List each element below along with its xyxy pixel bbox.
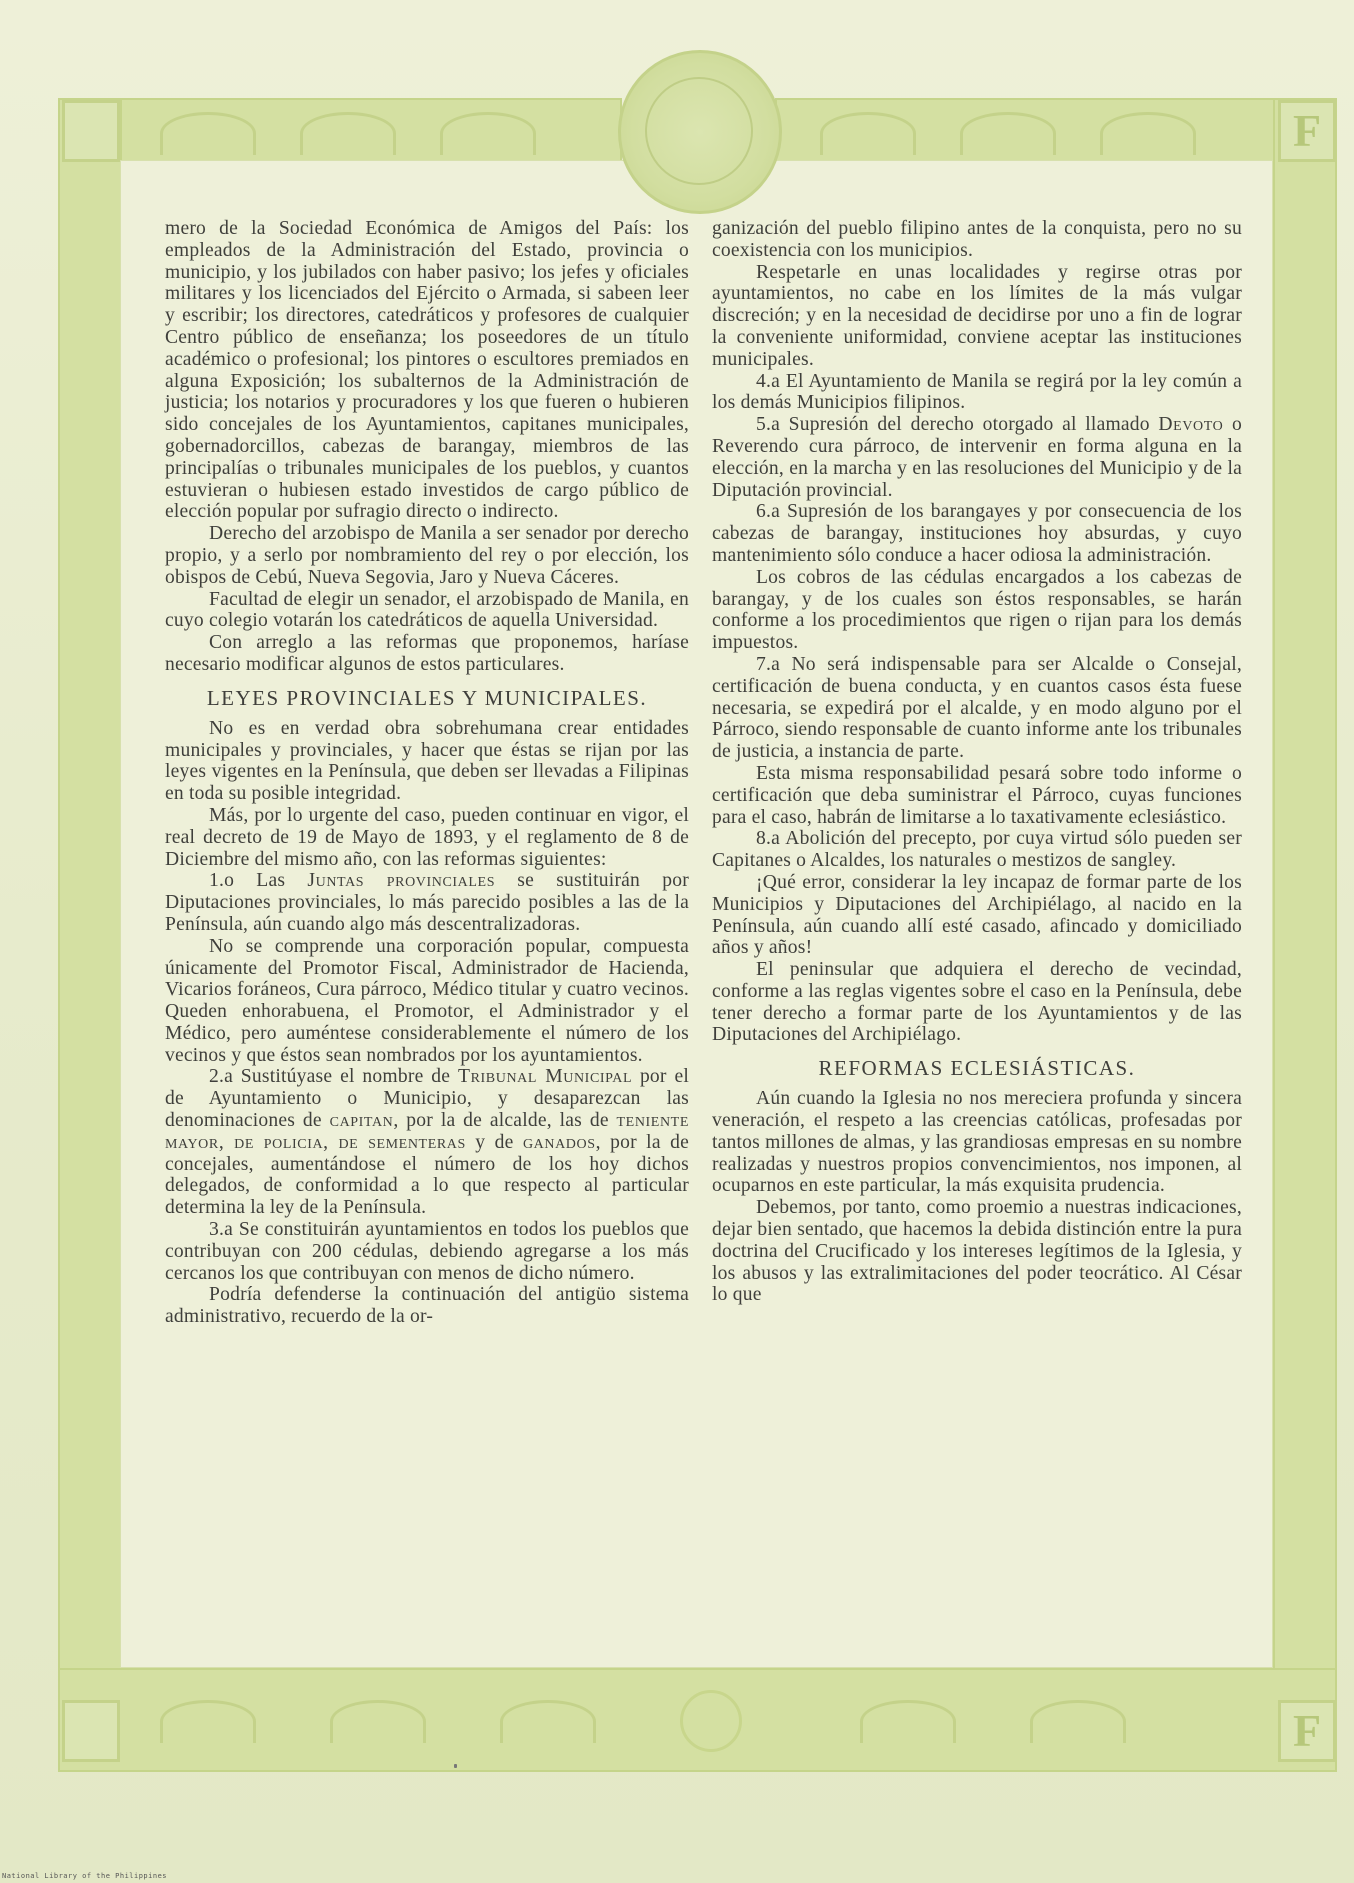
small-caps-term: teniente mayor, de policia, de sementeras [165, 1110, 689, 1153]
paragraph: mero de la Sociedad Económica de Amigos del País: los empleados de la Administración del Estado, provincia o municipio, y los jubilados con haber pasivo; los jefes y oficiales militares y los licenciados del Ejército o Armada, si sabeen leer y escribir; los directores, catedráticos y profesores de cualquier Centro público de enseñanza; los poseedores de un título académico o profesional; los pintores o escultores premiados en alguna Exposición; los subalternos de la Administración de justicia; los notarios y procuradores y los que fueren o hubieren sido concejales de los Ayuntamientos, capitanes municipales, gobernadorcillos, cabezas de barangay, miembros de las principalías o tribunales municipales de los pueblos, y cuantos estuvieran o hubiesen estado investidos de cargo público de elección popular por sufragio directo o indirecto. [165, 218, 689, 523]
text-run: o Reverendo cura párroco, de intervenir en forma alguna en la elección, en la marcha y en las resoluciones del Municipio y de la Diputación provincial. [712, 414, 1242, 501]
paragraph: No es en verdad obra sobrehumana crear entidades municipales y provinciales, y hacer que éstas se rijan por las leyes vigentes en la Península, que deben ser llevadas a Filipinas en toda su posible integridad. [165, 717, 689, 805]
text-run: por el de Ayuntamiento o Municipio, y desaparezcan las denominaciones de [165, 1066, 690, 1132]
text-run: 5.a Supresión del derecho otorgado al llamado [756, 414, 1150, 436]
swirl-ornament [160, 112, 256, 155]
paragraph: 3.a Se constituirán ayuntamientos en todos los pueblos que contribuyan con 200 cédulas, debiendo agregarse a los más cercanos los que contribuyan con menos de dicho número. [165, 1219, 689, 1284]
small-caps-term: Juntas provinciales [307, 870, 496, 892]
small-caps-term: Devoto [1158, 414, 1224, 436]
small-caps-term: capitan [329, 1110, 394, 1132]
paragraph: Los cobros de las cédulas encargados a los cabezas de barangay, y de los cuales son éstos responsables, se harán conforme a los procedimientos que rigen o rijan para los demás impuestos. [712, 566, 1242, 654]
swirl-ornament [300, 112, 396, 155]
page-speck [454, 1764, 457, 1768]
paragraph: Podría defenderse la continuación del antigüo sistema administrativo, recuerdo de la or- [165, 1284, 689, 1328]
paragraph: ganización del pueblo filipino antes de la conquista, pero no su coexistencia con los municipios. [712, 218, 1242, 261]
paragraph: Facultad de elegir un senador, el arzobispado de Manila, en cuyo colegio votarán los catedráticos de aquella Universidad. [165, 588, 689, 632]
paragraph [165, 1066, 689, 1219]
library-credit: National Library of the Philippines [2, 1872, 168, 1880]
swirl-ornament [1030, 1700, 1126, 1743]
paragraph: No se comprende una corporación popular, compuesta únicamente del Promotor Fiscal, Administrador de Hacienda, Vicarios foráneos, Cura párroco, Médico titular y cuatro vecinos. Queden enhorabuena, el Promotor, el Administrador y el Médico, pero auméntese considerablemente el número de los vecinos y que éstos sean nombrados por los ayuntamientos. [165, 935, 689, 1066]
swirl-ornament [500, 1700, 596, 1743]
medallion-ring [645, 77, 753, 185]
swirl-ornament [330, 1700, 426, 1743]
text-run: , por la de concejales, aumentándose el número de los hoy dichos delegados, de conformidad a lo que respecto al particular determina la ley de la Península. [165, 1131, 689, 1219]
text-run: , por la de alcalde, las de [393, 1110, 609, 1132]
small-caps-term: ganados [522, 1131, 596, 1153]
swirl-ornament [440, 112, 536, 155]
bottom-center-ornament [680, 1690, 742, 1752]
paragraph: ¡Qué error, considerar la ley incapaz de formar parte de los Municipios y Diputaciones del Archipiélago, al nacido en la Península, aún cuando allí esté casado, afincado y domiciliado años y años! [712, 871, 1242, 959]
text-run: se sustituirán por Diputaciones provinciales, lo más parecido posibles a las de la Península, aún cuando algo más descentralizadoras. [165, 870, 689, 935]
swirl-ornament [860, 1700, 956, 1743]
frame-right-band [1273, 98, 1337, 1772]
paragraph: Respetarle en unas localidades y regirse otras por ayuntamientos, no cabe en los límites de la más vulgar discreción; y en la necesidad de decidirse por uno a fin de lograr la conveniente uniformidad, conviene aceptar las instituciones municipales. [712, 261, 1242, 370]
swirl-ornament [820, 112, 916, 155]
paragraph: 7.a No será indispensable para ser Alcalde o Consejal, certificación de buena conducta, y en cuantos casos ésta fuese necesaria, se expedirá por el alcalde, y en modo alguno por el Párroco, siendo responsable de cuanto informe ante los tribunales de justicia, a instancia de parte. [712, 653, 1242, 763]
paragraph: 6.a Supresión de los barangayes y por consecuencia de los cabezas de barangay, instituciones hoy absurdas, y cuyo mantenimiento sólo conduce a hacer odiosa la administración. [712, 501, 1242, 566]
small-caps-term: Tribunal Municipal [458, 1066, 633, 1088]
corner-ornament-top-left [62, 100, 120, 162]
swirl-ornament [160, 1700, 256, 1743]
text-run: 2.a Sustitúyase el nombre de [209, 1066, 451, 1088]
paragraph: Con arreglo a las reformas que proponemos, haríase necesario modificar algunos de estos particulares. [165, 632, 689, 675]
paragraph [712, 414, 1242, 501]
paragraph: Aún cuando la Iglesia no nos mereciera profunda y sincera veneración, el respeto a las creencias católicas, profesadas por tantos millones de almas, y las grandiosas empresas en su nombre realizadas y nuestros propios convencimientos, nos imponen, al ocuparnos en este particular, la más exquisita prudencia. [712, 1088, 1242, 1197]
swirl-ornament [960, 112, 1056, 155]
text-run: 1.o Las [209, 870, 286, 892]
swirl-ornament [1100, 112, 1196, 155]
paragraph: 8.a Abolición del precepto, por cuya virtud sólo pueden ser Capitanes o Alcaldes, los naturales o mestizos de sangley. [712, 828, 1242, 872]
frame-left-band [58, 98, 122, 1772]
corner-ornament-bottom-left [62, 1700, 120, 1762]
paragraph: Debemos, por tanto, como proemio a nuestras indicaciones, dejar bien sentado, que hacemos la debida distinción entre la pura doctrina del Crucificado y los intereses legítimos de la Iglesia, y los abusos y las extralimitaciones del poder teocrático. Al César lo que [712, 1197, 1242, 1306]
section-heading: REFORMAS ECLESIÁSTICAS. [818, 1056, 1136, 1081]
corner-letter-top-right: F [1278, 100, 1336, 162]
paragraph: El peninsular que adquiera el derecho de vecindad, conforme a las reglas vigentes sobre el caso en la Península, debe tener derecho a formar parte de los Ayuntamientos y de las Diputaciones del Archipiélago. [712, 959, 1242, 1046]
corner-letter-bottom-right: F [1278, 1700, 1336, 1762]
portrait-medallion [618, 50, 782, 214]
paragraph: Esta misma responsabilidad pesará sobre todo informe o certificación que deba suministrar el Párroco, cuyas funciones para el caso, habrán de limitarse a lo taxativamente eclesiástico. [712, 762, 1242, 828]
right-column [712, 218, 1242, 1306]
left-column [165, 218, 689, 1328]
paragraph [165, 870, 689, 935]
text-run: y de [475, 1131, 514, 1153]
paragraph: Más, por lo urgente del caso, pueden continuar en vigor, el real decreto de 19 de Mayo de 1893, y el reglamento de 8 de Diciembre del mismo año, con las reformas siguientes: [165, 804, 689, 870]
section-heading: LEYES PROVINCIALES Y MUNICIPALES. [206, 685, 648, 710]
paragraph: 4.a El Ayuntamiento de Manila se regirá por la ley común a los demás Municipios filipinos. [712, 370, 1242, 414]
paragraph: Derecho del arzobispo de Manila a ser senador por derecho propio, y a serlo por nombramiento del rey o por elección, los obispos de Cebú, Nueva Segovia, Jaro y Nueva Cáceres. [165, 523, 689, 588]
